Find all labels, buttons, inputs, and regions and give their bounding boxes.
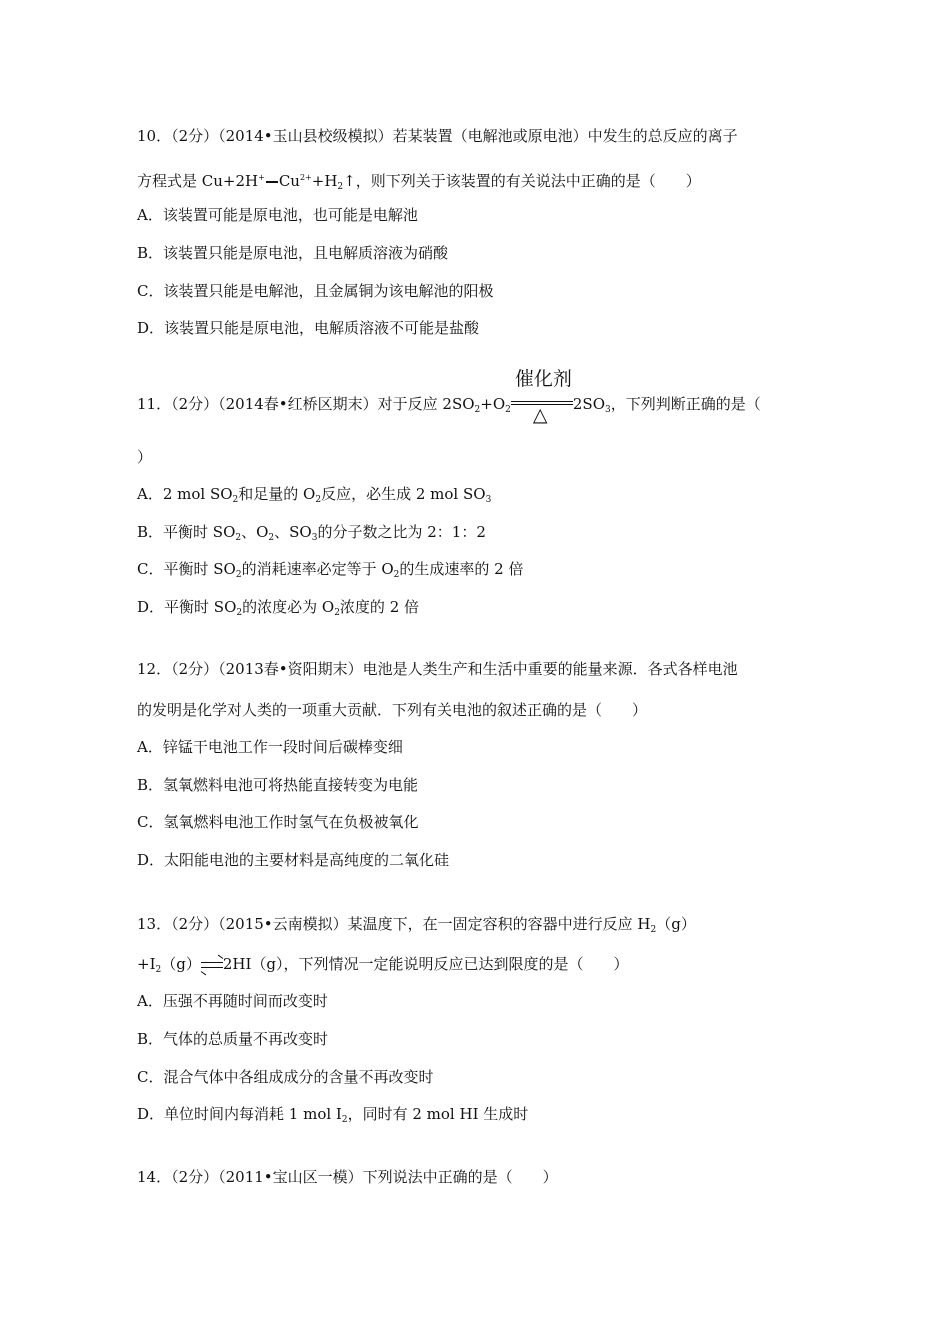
q11-opt-text: B．平衡时 SO	[137, 523, 236, 541]
q11-opt-text: 反应，必生成 2 mol SO	[321, 485, 486, 503]
q11-opt-text: 的消耗速率必定等于 O	[241, 560, 394, 578]
q10-eq-sup: 2+	[299, 173, 312, 182]
q11-eq-sub: 2	[474, 405, 481, 415]
q10-option-c: C．该装置只能是电解池，且金属铜为该电解池的阳极	[137, 282, 494, 300]
q11-eq-part: 11．（2分）（2014春•红桥区期末）对于反应 2SO	[137, 395, 475, 413]
q13-stem-text: （g）	[656, 915, 696, 933]
q13-opt-text: ，同时有 2 mol HI 生成时	[347, 1105, 529, 1123]
q13-option-c: C．混合气体中各组成成分的含量不再改变时	[137, 1068, 434, 1086]
q11-opt-text: 的分子数之比为 2：1：2	[317, 523, 486, 541]
q13-eq-sub: 2	[155, 965, 162, 975]
q10-option-b: B．该装置只能是原电池，且电解质溶液为硝酸	[137, 244, 449, 262]
reversible-arrow-icon	[201, 958, 223, 972]
q11-option-d	[137, 597, 419, 623]
q12-stem-line2: 的发明是化学对人类的一项重大贡献．下列有关电池的叙述正确的是（ ）	[137, 701, 648, 719]
q13-stem-sub: 2	[650, 925, 657, 935]
q11-opt-text: A．2 mol SO	[137, 485, 233, 503]
q13-stem-text: 13．（2分）（2015•云南模拟）某温度下，在一固定容积的容器中进行反应 H	[137, 915, 651, 933]
q13-option-b: B．气体的总质量不再改变时	[137, 1030, 329, 1048]
q13-option-d	[137, 1104, 528, 1130]
equals-sign	[266, 181, 278, 183]
q10-eq-sup: +	[258, 173, 265, 182]
q11-opt-text: 的浓度必为 O	[242, 598, 335, 616]
q11-opt-text: 的生成速率的 2 倍	[399, 560, 524, 578]
q13-stem-line2	[137, 954, 629, 980]
q11-opt-text: D．平衡时 SO	[137, 598, 237, 616]
q11-opt-text: 浓度的 2 倍	[339, 598, 420, 616]
q11-opt-sub: 2	[232, 495, 239, 505]
q11-opt-sub: 2	[235, 533, 242, 543]
q10-stem-text: 10．（2分）（2014•玉山县校级模拟）若某装置（电解池或原电池）中发生的总反应的离子	[137, 127, 738, 145]
q11-option-a	[137, 484, 491, 510]
q13-eq-part: 2HI（g），下列情况一定能说明反应已达到限度的是（ ）	[222, 955, 629, 973]
q11-opt-sub: 2	[315, 495, 322, 505]
equals-line-top	[511, 401, 573, 402]
catalyst-label: 催化剂	[514, 368, 572, 390]
q10-eq-part: +H	[311, 172, 338, 190]
q13-opt-sub: 2	[341, 1115, 348, 1125]
q12-option-d: D．太阳能电池的主要材料是高纯度的二氧化硅	[137, 851, 450, 869]
q11-eq-sub: 3	[605, 405, 611, 415]
q14-stem-line1: 14．（2分）（2011•宝山区一模）下列说法中正确的是（ ）	[137, 1168, 558, 1186]
q11-opt-sub: 2	[393, 570, 400, 580]
q11-eq-sub: 2	[505, 405, 511, 415]
q11-option-c	[137, 559, 523, 585]
q12-option-b: B．氢氧燃料电池可将热能直接转变为电能	[137, 776, 419, 794]
q13-opt-text: D．单位时间内每消耗 1 mol I	[137, 1105, 342, 1123]
q12-option-c: C．氢氧燃料电池工作时氢气在负极被氧化	[137, 813, 419, 831]
q10-stem-line2	[137, 168, 701, 197]
q13-option-a: A．压强不再随时间而改变时	[137, 992, 328, 1010]
q13-eq-part: （g）	[161, 955, 201, 973]
q11-opt-sub: 2	[236, 608, 243, 618]
q11-opt-sub: 3	[485, 495, 492, 505]
q11-stem-line2: ）	[137, 448, 153, 466]
q10-option-a: A．该装置可能是原电池，也可能是电解池	[137, 206, 418, 224]
q11-eq-part: +O	[480, 395, 506, 413]
q11-opt-sub: 2	[268, 533, 275, 543]
q10-eq-part: Cu	[278, 172, 300, 190]
q10-eq-sub: 2	[337, 182, 344, 192]
q11-opt-text: 、SO	[274, 523, 312, 541]
q10-eq-part: ↑，则下列关于该装置的有关说法中正确的是（ ）	[343, 172, 701, 190]
q11-stem-line1	[137, 368, 761, 426]
q11-eq-part: 2SO	[572, 395, 606, 413]
q12-option-a: A．锌锰干电池工作一段时间后碳棒变细	[137, 738, 403, 756]
q13-eq-part: +I	[137, 955, 156, 973]
q11-option-b	[137, 522, 486, 548]
q11-eq-part: ，下列判断正确的是（	[610, 395, 761, 413]
q12-stem-line1: 12．（2分）（2013春•资阳期末）电池是人类生产和生活中重要的能量来源．各式各样电池	[137, 660, 738, 678]
q10-option-d: D．该装置只能是原电池，电解质溶液不可能是盐酸	[137, 319, 480, 337]
q11-opt-sub: 3	[311, 533, 318, 543]
q11-opt-text: 和足量的 O	[238, 485, 316, 503]
q11-opt-sub: 2	[334, 608, 340, 618]
q11-opt-text: C．平衡时 SO	[137, 560, 236, 578]
heat-symbol: △	[532, 404, 548, 426]
q11-opt-sub: 2	[235, 570, 242, 580]
q11-opt-text: 、O	[241, 523, 269, 541]
catalyst-condition	[511, 368, 573, 426]
q10-stem-line1	[137, 126, 738, 146]
q10-eq-part: 方程式是 Cu+2H	[137, 172, 259, 190]
q13-stem-line1	[137, 914, 696, 940]
